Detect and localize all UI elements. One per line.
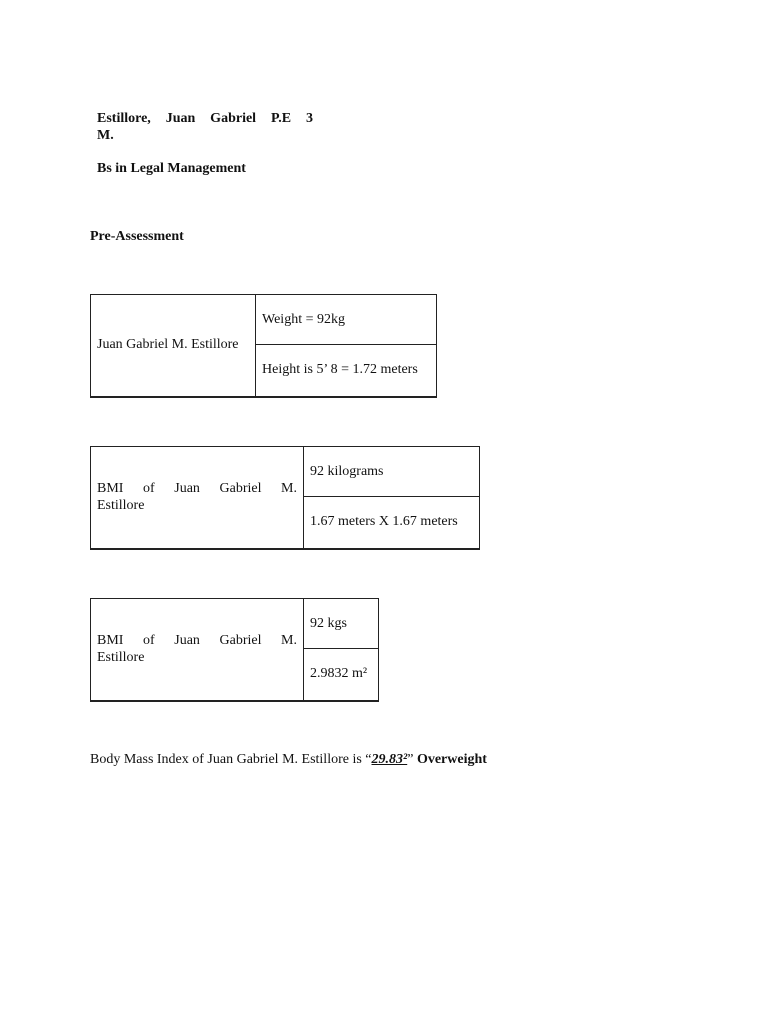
measurements-table [90,294,437,398]
weight-kilograms: 92 kilograms [310,463,384,479]
program-name: Bs in Legal Management [97,161,246,176]
weight-kgs: 92 kgs [310,615,347,631]
section-title: Pre-Assessment [90,229,184,244]
weight-value: Weight = 92kg [262,311,345,327]
person-name: Juan Gabriel M. Estillore [97,337,239,353]
student-name-line [97,110,313,127]
height-squared-value: 2.9832 m² [310,666,368,682]
height-squared-expression: 1.67 meters X 1.67 meters [310,514,458,530]
bmi-label-line2-2: Estillore [97,650,145,666]
weight-kilograms-cell [304,447,480,497]
bmi-label-line2: Estillore [97,498,145,514]
bmi-label-cell-2 [91,599,304,701]
bmi-label-cell [91,447,304,549]
bmi-value: 29.83² [371,752,408,767]
bmi-result-prefix: Body Mass Index of Juan Gabriel M. Estillore is “ [90,752,372,767]
bmi-close-quote: ” [407,752,414,767]
weight-kgs-cell [304,599,379,649]
bmi-classification: Overweight [416,752,487,767]
bmi-result-table [90,598,379,702]
bmi-result-line [90,751,487,768]
student-name: Estillore, Juan Gabriel P.E 3 [97,111,313,126]
bmi-label-line1-2: BMI of Juan Gabriel M. [97,633,297,649]
weight-cell [256,295,437,345]
height-squared-cell [304,497,480,549]
area-cell [304,649,379,701]
height-cell [256,345,437,397]
student-name-continuation: M. [97,128,114,143]
height-value: Height is 5’ 8 = 1.72 meters [262,362,418,378]
bmi-calculation-table [90,446,480,550]
bmi-label-line1: BMI of Juan Gabriel M. [97,481,297,497]
person-name-cell [91,295,256,397]
